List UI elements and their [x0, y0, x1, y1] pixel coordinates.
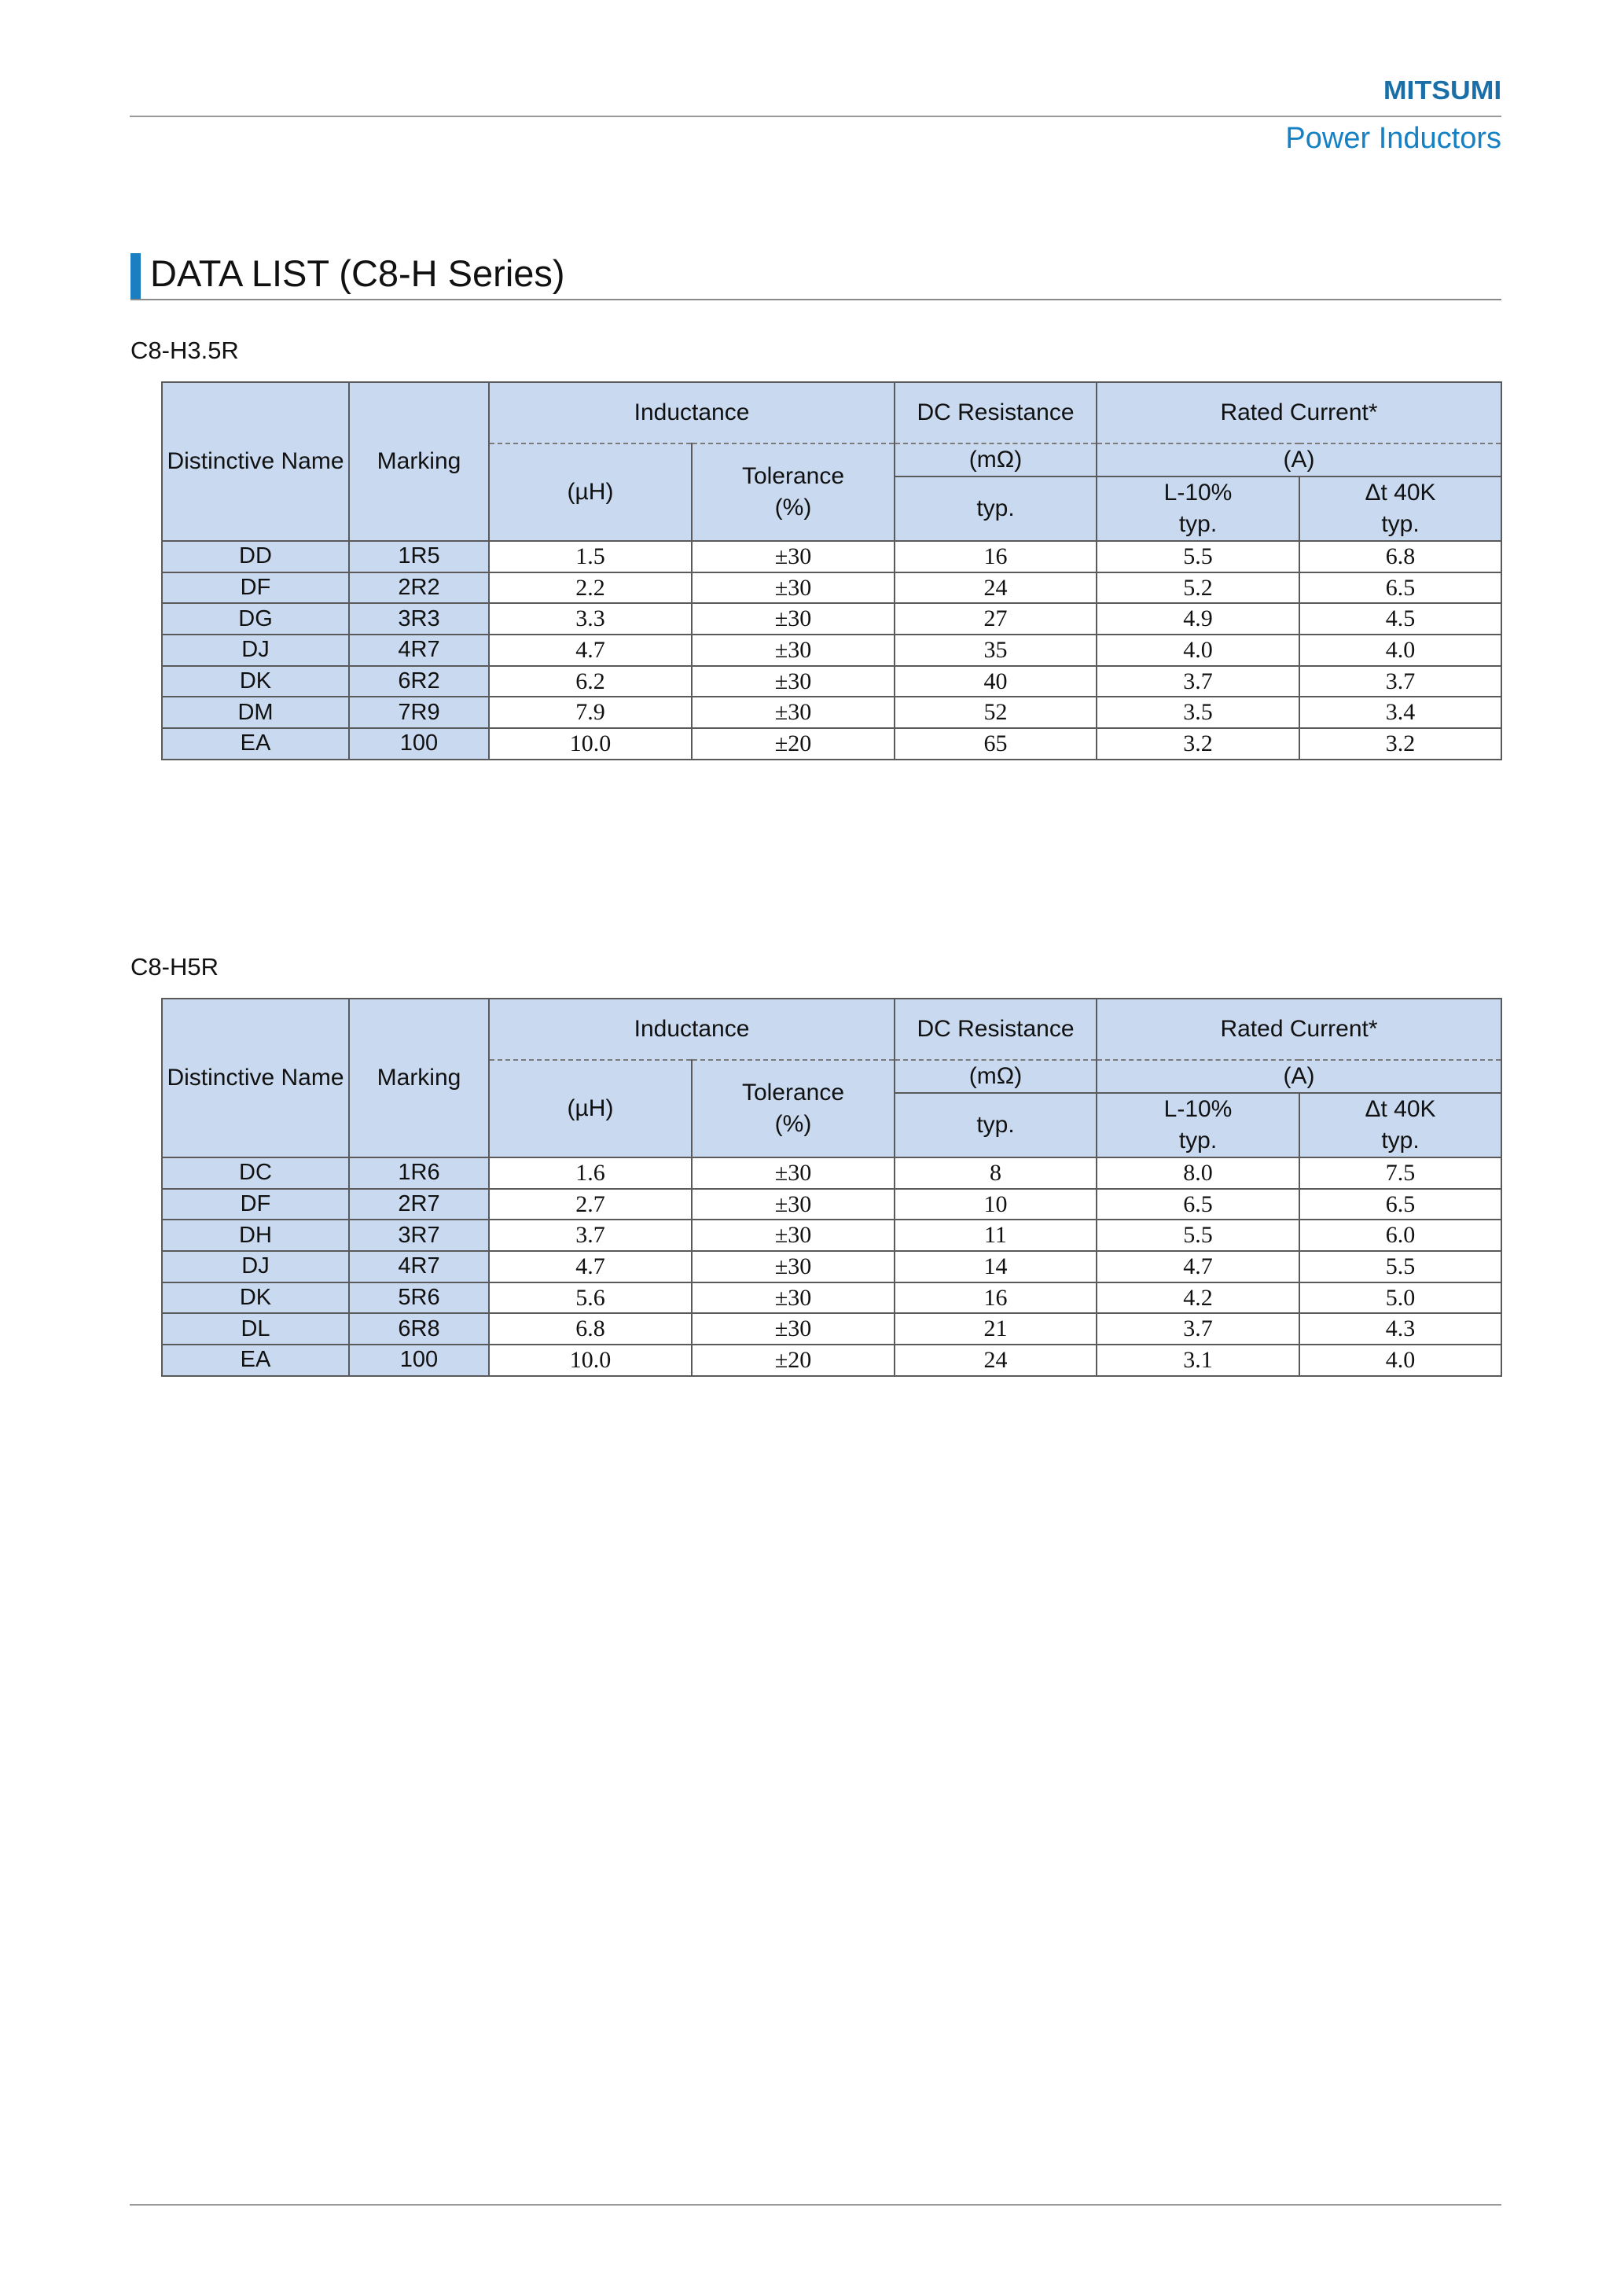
- cell-tolerance: ±30: [692, 1313, 895, 1345]
- table-row: [162, 1220, 1501, 1251]
- cell-inductance: 6.8: [489, 1313, 692, 1345]
- header-divider: [130, 116, 1501, 117]
- cell-name: DG: [162, 603, 349, 635]
- section-title-accent-bar: [130, 253, 141, 299]
- cell-dcr: 10: [895, 1189, 1097, 1220]
- cell-marking: 3R3: [349, 603, 489, 635]
- cell-name: DK: [162, 666, 349, 697]
- series-label-c8-h3-5r: C8-H3.5R: [130, 337, 239, 364]
- section-title: DATA LIST (C8-H Series): [150, 252, 565, 294]
- cell-marking: 2R7: [349, 1189, 489, 1220]
- cell-marking: 1R5: [349, 541, 489, 572]
- cell-marking: 100: [349, 1345, 489, 1376]
- header-inductance: Inductance: [489, 999, 895, 1060]
- cell-rated-dt40: 4.0: [1299, 635, 1501, 666]
- header-dc-resistance-typ: typ.: [895, 1093, 1097, 1157]
- cell-name: DL: [162, 1313, 349, 1345]
- cell-rated-l10: 3.7: [1097, 666, 1299, 697]
- cell-rated-dt40: 4.5: [1299, 603, 1501, 635]
- cell-dcr: 52: [895, 697, 1097, 728]
- cell-dcr: 40: [895, 666, 1097, 697]
- cell-dcr: 8: [895, 1157, 1097, 1189]
- cell-rated-dt40: 6.5: [1299, 1189, 1501, 1220]
- cell-rated-dt40: 3.4: [1299, 697, 1501, 728]
- cell-name: DK: [162, 1282, 349, 1314]
- table-row: [162, 1345, 1501, 1376]
- cell-dcr: 35: [895, 635, 1097, 666]
- cell-dcr: 16: [895, 1282, 1097, 1314]
- cell-tolerance: ±30: [692, 666, 895, 697]
- cell-inductance: 1.5: [489, 541, 692, 572]
- header-inductance: Inductance: [489, 382, 895, 443]
- cell-dcr: 11: [895, 1220, 1097, 1251]
- cell-tolerance: ±20: [692, 1345, 895, 1376]
- header-dc-resistance-unit: (mΩ): [895, 1060, 1097, 1093]
- cell-tolerance: ±30: [692, 603, 895, 635]
- cell-rated-dt40: 3.7: [1299, 666, 1501, 697]
- table-row: [162, 728, 1501, 760]
- header-distinctive-name: Distinctive Name: [162, 999, 349, 1157]
- table-row: [162, 572, 1501, 604]
- cell-name: EA: [162, 728, 349, 760]
- header-rated-current-unit: (A): [1097, 443, 1501, 476]
- cell-name: DD: [162, 541, 349, 572]
- cell-marking: 2R2: [349, 572, 489, 604]
- cell-dcr: 27: [895, 603, 1097, 635]
- cell-rated-dt40: 5.5: [1299, 1251, 1501, 1282]
- cell-rated-l10: 5.2: [1097, 572, 1299, 604]
- cell-dcr: 21: [895, 1313, 1097, 1345]
- cell-rated-l10: 4.0: [1097, 635, 1299, 666]
- cell-rated-l10: 4.2: [1097, 1282, 1299, 1314]
- table-row: [162, 541, 1501, 572]
- cell-dcr: 65: [895, 728, 1097, 760]
- cell-marking: 6R2: [349, 666, 489, 697]
- brand-logo: MITSUMI: [1383, 75, 1501, 105]
- header-marking: Marking: [349, 999, 489, 1157]
- cell-marking: 3R7: [349, 1220, 489, 1251]
- cell-inductance: 4.7: [489, 635, 692, 666]
- cell-marking: 5R6: [349, 1282, 489, 1314]
- cell-marking: 1R6: [349, 1157, 489, 1189]
- cell-rated-l10: 3.7: [1097, 1313, 1299, 1345]
- table-row: [162, 666, 1501, 697]
- cell-rated-l10: 5.5: [1097, 541, 1299, 572]
- cell-inductance: 2.7: [489, 1189, 692, 1220]
- table-row: [162, 697, 1501, 728]
- cell-rated-l10: 6.5: [1097, 1189, 1299, 1220]
- cell-inductance: 4.7: [489, 1251, 692, 1282]
- cell-inductance: 2.2: [489, 572, 692, 604]
- header-inductance-unit: (µH): [489, 443, 692, 541]
- cell-marking: 7R9: [349, 697, 489, 728]
- table-row: [162, 1189, 1501, 1220]
- cell-dcr: 24: [895, 572, 1097, 604]
- footer-divider: [130, 2204, 1501, 2206]
- table-row: [162, 1282, 1501, 1314]
- cell-inductance: 10.0: [489, 1345, 692, 1376]
- cell-rated-dt40: 3.2: [1299, 728, 1501, 760]
- header-inductance-unit: (µH): [489, 1060, 692, 1157]
- header-dc-resistance-typ: typ.: [895, 476, 1097, 541]
- cell-inductance: 3.7: [489, 1220, 692, 1251]
- header-rated-dt40: Δt 40K typ.: [1299, 1093, 1501, 1157]
- cell-tolerance: ±20: [692, 728, 895, 760]
- table-row: [162, 1251, 1501, 1282]
- header-dc-resistance: DC Resistance: [895, 999, 1097, 1060]
- cell-inductance: 3.3: [489, 603, 692, 635]
- cell-rated-l10: 3.5: [1097, 697, 1299, 728]
- cell-dcr: 14: [895, 1251, 1097, 1282]
- header-rated-current: Rated Current*: [1097, 999, 1501, 1060]
- table-row: [162, 1313, 1501, 1345]
- cell-name: DC: [162, 1157, 349, 1189]
- cell-rated-dt40: 6.5: [1299, 572, 1501, 604]
- cell-inductance: 6.2: [489, 666, 692, 697]
- header-tolerance: Tolerance (%): [692, 1060, 895, 1157]
- product-line-title: Power Inductors: [1285, 122, 1501, 155]
- cell-rated-l10: 4.7: [1097, 1251, 1299, 1282]
- cell-rated-l10: 4.9: [1097, 603, 1299, 635]
- header-marking: Marking: [349, 382, 489, 541]
- cell-inductance: 5.6: [489, 1282, 692, 1314]
- cell-rated-l10: 3.2: [1097, 728, 1299, 760]
- cell-tolerance: ±30: [692, 697, 895, 728]
- cell-tolerance: ±30: [692, 1189, 895, 1220]
- table-row: [162, 603, 1501, 635]
- cell-rated-l10: 8.0: [1097, 1157, 1299, 1189]
- cell-name: DM: [162, 697, 349, 728]
- cell-inductance: 1.6: [489, 1157, 692, 1189]
- cell-marking: 6R8: [349, 1313, 489, 1345]
- header-tolerance: Tolerance (%): [692, 443, 895, 541]
- header-rated-dt40: Δt 40K typ.: [1299, 476, 1501, 541]
- cell-tolerance: ±30: [692, 1251, 895, 1282]
- cell-rated-dt40: 6.0: [1299, 1220, 1501, 1251]
- cell-tolerance: ±30: [692, 541, 895, 572]
- cell-tolerance: ±30: [692, 1157, 895, 1189]
- cell-tolerance: ±30: [692, 1220, 895, 1251]
- header-rated-current-unit: (A): [1097, 1060, 1501, 1093]
- cell-name: DF: [162, 1189, 349, 1220]
- cell-rated-dt40: 6.8: [1299, 541, 1501, 572]
- header-rated-l10: L-10% typ.: [1097, 1093, 1299, 1157]
- cell-rated-dt40: 4.3: [1299, 1313, 1501, 1345]
- table-row: [162, 1157, 1501, 1189]
- cell-dcr: 24: [895, 1345, 1097, 1376]
- header-dc-resistance-unit: (mΩ): [895, 443, 1097, 476]
- header-distinctive-name: Distinctive Name: [162, 382, 349, 541]
- header-rated-l10: L-10% typ.: [1097, 476, 1299, 541]
- cell-rated-l10: 5.5: [1097, 1220, 1299, 1251]
- spec-table-c8-h5r: [161, 998, 1502, 1377]
- table-row: [162, 635, 1501, 666]
- cell-name: EA: [162, 1345, 349, 1376]
- cell-rated-l10: 3.1: [1097, 1345, 1299, 1376]
- cell-inductance: 7.9: [489, 697, 692, 728]
- cell-name: DH: [162, 1220, 349, 1251]
- cell-rated-dt40: 7.5: [1299, 1157, 1501, 1189]
- cell-rated-dt40: 4.0: [1299, 1345, 1501, 1376]
- cell-name: DJ: [162, 1251, 349, 1282]
- header-dc-resistance: DC Resistance: [895, 382, 1097, 443]
- header-rated-current: Rated Current*: [1097, 382, 1501, 443]
- spec-table-c8-h3-5r: [161, 381, 1502, 760]
- cell-tolerance: ±30: [692, 572, 895, 604]
- cell-marking: 100: [349, 728, 489, 760]
- cell-name: DJ: [162, 635, 349, 666]
- cell-inductance: 10.0: [489, 728, 692, 760]
- cell-tolerance: ±30: [692, 635, 895, 666]
- section-title-underline: [130, 299, 1501, 300]
- cell-dcr: 16: [895, 541, 1097, 572]
- cell-name: DF: [162, 572, 349, 604]
- cell-tolerance: ±30: [692, 1282, 895, 1314]
- cell-rated-dt40: 5.0: [1299, 1282, 1501, 1314]
- cell-marking: 4R7: [349, 635, 489, 666]
- series-label-c8-h5r: C8-H5R: [130, 953, 219, 981]
- cell-marking: 4R7: [349, 1251, 489, 1282]
